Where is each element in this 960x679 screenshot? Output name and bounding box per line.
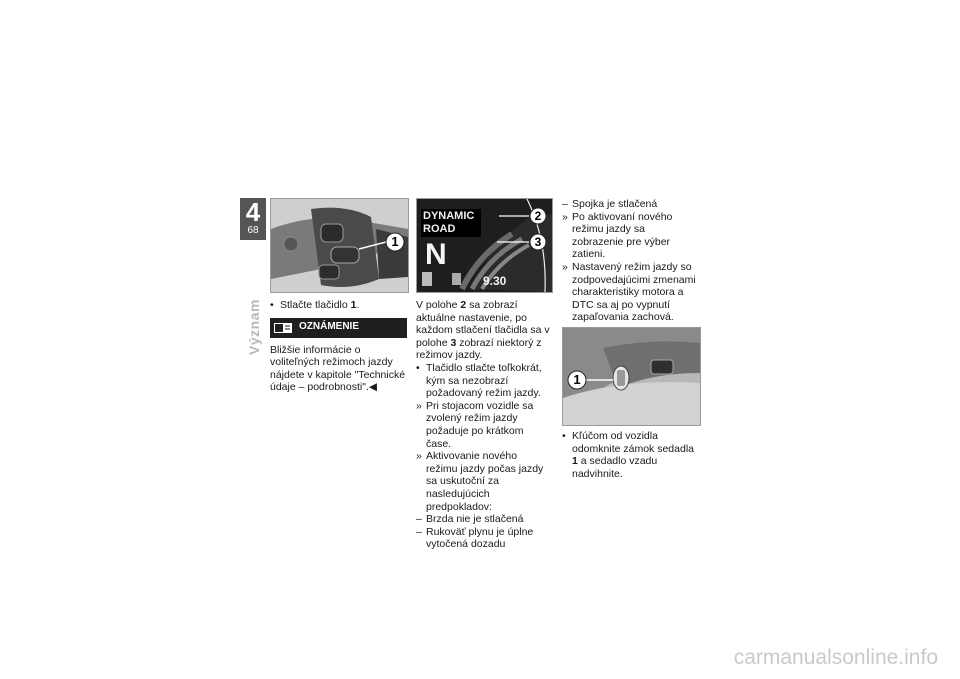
chapter-number: 4 [245, 197, 261, 227]
ref-number: 1 [572, 455, 578, 468]
mode-label-line2: ROAD [423, 223, 456, 235]
ref-number: 2 [460, 299, 467, 311]
ref-number: 1 [350, 299, 357, 311]
seat-lock-figure [562, 327, 701, 426]
list-item: » Pri stojacom vozidle sa zvolený režim jazdy požaduje po krátkom čase. [416, 399, 534, 450]
end-mark: ◀ [368, 381, 377, 394]
gear-indicator: N [425, 238, 447, 271]
intro-paragraph: V polohe 2 sa zobrazí aktuálne nastavenie, po každom stlačení tlačidla sa v polohe 3 zobrazí niektorý z režimov jazdy. [416, 299, 550, 362]
handlebar-switch-figure [270, 198, 409, 293]
notice-text: Bližšie informácie o voliteľných režimoch jazdy nájdete v kapitole "Technické údaje – podrobnosti".◀ [270, 343, 406, 394]
list-item: – Brzda nie je stlačená [416, 513, 524, 526]
figure-callout-1: 1 [573, 372, 581, 387]
chapter-title: Význam [246, 299, 262, 355]
middle-text-block [416, 299, 551, 551]
notice-header [270, 318, 407, 338]
watermark: carmanualsonline.info [733, 646, 938, 669]
list-item: • Kľúčom od vozidla odomknite zámok sedadla 1 a sedadlo vzadu nadvihnite. [562, 430, 694, 480]
display-value: 9.30 [483, 274, 507, 288]
figure-callout-1: 1 [391, 234, 399, 249]
list-item: » Aktivovanie nového režimu jazdy počas jazdy sa uskutoční za nasledujúcich predpokladov: [416, 450, 544, 513]
list-item: • Stlačte tlačidlo 1. [270, 299, 360, 311]
notice-label: OZNÁMENIE [299, 321, 359, 333]
figure-callout-3: 3 [534, 235, 542, 249]
page-number: 68 [247, 225, 259, 236]
list-item: » Nastavený režim jazdy so zodpovedajúcimi zmenami charakteristiky motora a DTC sa aj po vypnutí zapaľovania zachová. [562, 260, 696, 324]
right-bottom-text [562, 430, 699, 480]
list-item: – Rukoväť plynu je úplne vytočená dozadu [416, 525, 534, 551]
ref-number: 3 [450, 336, 457, 349]
left-text-block [270, 299, 407, 394]
list-item: – Spojka je stlačená [562, 198, 658, 210]
book-icon [273, 321, 293, 335]
list-item: • Tlačidlo stlačte toľkokrát, kým sa nezobrazí požadovaný režim jazdy. [416, 361, 542, 400]
list-item: » Po aktivovaní nového režimu jazdy sa zobrazenie pre výber zatieni. [562, 210, 673, 261]
chapter-tab [240, 198, 266, 240]
dashboard-display-figure [416, 198, 553, 293]
figure-callout-2: 2 [534, 209, 542, 223]
mode-label-line1: DYNAMIC [423, 210, 475, 222]
